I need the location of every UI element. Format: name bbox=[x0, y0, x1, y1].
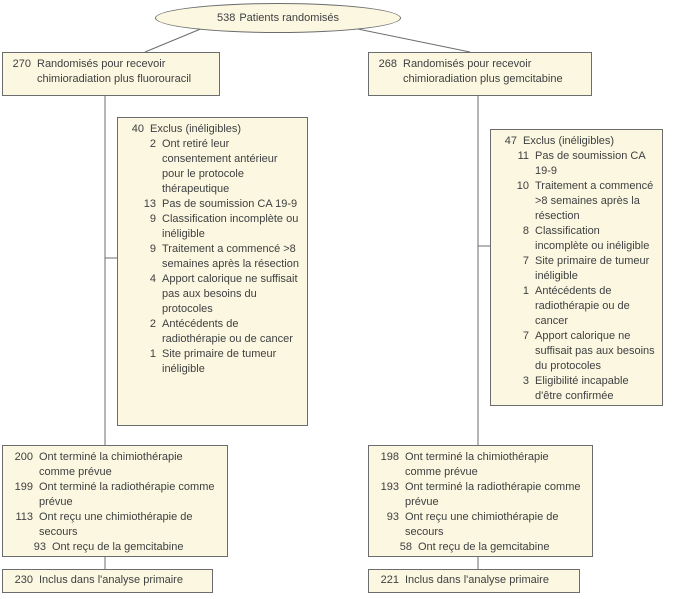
analysis-label: Inclus dans l'analyse primaire bbox=[405, 574, 549, 586]
right-completion-box bbox=[368, 445, 593, 557]
exclusion-item bbox=[511, 179, 656, 224]
item-text: Ont terminé la chimiothérapie comme prévue bbox=[39, 451, 183, 478]
item-count: 4 bbox=[149, 273, 156, 285]
completion-item bbox=[375, 450, 586, 480]
randomized-label: Patients randomisés bbox=[239, 11, 340, 24]
item-text: Traitement a commencé >8 semaines après la résection bbox=[535, 180, 654, 222]
exclusion-count: 47 bbox=[504, 135, 517, 147]
randomized-count: 538 bbox=[216, 11, 236, 24]
exclusion-item bbox=[511, 284, 656, 329]
item-count: 199 bbox=[14, 481, 33, 493]
item-count: 9 bbox=[149, 243, 156, 255]
exclusion-item bbox=[138, 272, 301, 317]
item-text: Ont reçu de la gemcitabine bbox=[418, 541, 550, 553]
left-arm-box bbox=[2, 52, 220, 96]
exclusion-label: Exclus (inéligibles) bbox=[150, 123, 242, 135]
analysis-row bbox=[375, 573, 573, 588]
right-exclusions-box bbox=[490, 129, 663, 406]
item-text: Ont reçu une chimiothérapie de secours bbox=[39, 511, 193, 538]
arm-label: Randomisés pour recevoir chimioradiation plus gemcitabine bbox=[403, 58, 563, 85]
left-analysis-box bbox=[2, 569, 213, 593]
item-count: 9 bbox=[149, 213, 156, 225]
exclusion-item bbox=[511, 329, 656, 374]
item-text: Antécédents de radiothérapie ou de cancer bbox=[535, 285, 630, 327]
analysis-label: Inclus dans l'analyse primaire bbox=[39, 574, 183, 586]
completion-subitem bbox=[394, 540, 586, 555]
item-count: 2 bbox=[149, 318, 156, 330]
item-count: 1 bbox=[522, 285, 529, 297]
exclusion-count: 40 bbox=[131, 123, 144, 135]
exclusion-header bbox=[497, 134, 656, 149]
item-text: Apport calorique ne suffisait pas aux besoins du protocoles bbox=[535, 330, 655, 372]
left-exclusions-box bbox=[117, 117, 308, 426]
item-count: 10 bbox=[516, 180, 529, 192]
analysis-count: 221 bbox=[380, 574, 399, 586]
exclusion-item bbox=[511, 374, 656, 404]
item-count: 3 bbox=[522, 375, 529, 387]
item-text: Antécédents de radiothérapie ou de cancer bbox=[162, 318, 293, 345]
item-count: 93 bbox=[33, 541, 46, 553]
item-count: 13 bbox=[143, 198, 156, 210]
exclusion-item bbox=[511, 149, 656, 179]
arm-label: Randomisés pour recevoir chimioradiation plus fluorouracil bbox=[37, 58, 192, 85]
exclusion-item bbox=[138, 212, 301, 242]
item-count: 198 bbox=[380, 451, 399, 463]
item-count: 193 bbox=[380, 481, 399, 493]
arm-count: 268 bbox=[378, 58, 397, 70]
item-count: 7 bbox=[522, 255, 529, 267]
item-text: Ont reçu une chimiothérapie de secours bbox=[405, 511, 559, 538]
item-count: 2 bbox=[149, 138, 156, 150]
item-count: 93 bbox=[386, 511, 399, 523]
item-text: Traitement a commencé >8 semaines après la résection bbox=[162, 243, 299, 270]
completion-subitem bbox=[28, 540, 221, 555]
item-text: Site primaire de tumeur inéligible bbox=[535, 255, 650, 282]
completion-item bbox=[375, 480, 586, 510]
randomized-total-ellipse bbox=[155, 3, 401, 33]
arm-row bbox=[9, 57, 213, 87]
item-count: 11 bbox=[517, 150, 529, 162]
item-text: Ont reçu de la gemcitabine bbox=[52, 541, 184, 553]
right-arm-box bbox=[368, 52, 592, 96]
item-count: 58 bbox=[399, 541, 412, 553]
item-text: Ont terminé la radiothérapie comme prévue bbox=[39, 481, 215, 508]
item-count: 7 bbox=[522, 330, 529, 342]
exclusion-item bbox=[138, 317, 301, 347]
item-text: Ont retiré leur consentement antérieur pour le protocole thérapeutique bbox=[162, 138, 278, 195]
item-text: Eligibilité incapable d'être confirmée bbox=[535, 375, 629, 402]
exclusion-item bbox=[511, 224, 656, 254]
item-text: Ont terminé la chimiothérapie comme prévue bbox=[405, 451, 549, 478]
analysis-count: 230 bbox=[14, 574, 33, 586]
exclusion-item bbox=[138, 347, 301, 377]
item-text: Pas de soumission CA 19-9 bbox=[535, 150, 646, 177]
item-count: 113 bbox=[15, 511, 33, 523]
exclusion-item bbox=[511, 254, 656, 284]
item-text: Pas de soumission CA 19-9 bbox=[162, 198, 298, 210]
exclusion-item bbox=[138, 242, 301, 272]
exclusion-label: Exclus (inéligibles) bbox=[523, 135, 615, 147]
arm-row bbox=[375, 57, 585, 87]
item-count: 1 bbox=[149, 348, 156, 360]
item-text: Classification incomplète ou inéligible bbox=[535, 225, 650, 252]
exclusion-item bbox=[138, 137, 301, 197]
completion-item bbox=[9, 510, 221, 540]
completion-item bbox=[375, 510, 586, 540]
arm-count: 270 bbox=[12, 58, 31, 70]
left-completion-box bbox=[2, 445, 228, 557]
exclusion-header bbox=[124, 122, 301, 137]
item-count: 8 bbox=[522, 225, 529, 237]
exclusion-item bbox=[138, 197, 301, 212]
item-text: Site primaire de tumeur inéligible bbox=[162, 348, 277, 375]
analysis-row bbox=[9, 573, 206, 588]
item-text: Apport calorique ne suffisait pas aux besoins du protocoles bbox=[162, 273, 298, 315]
item-text: Ont terminé la radiothérapie comme prévue bbox=[405, 481, 581, 508]
completion-item bbox=[9, 480, 221, 510]
right-analysis-box bbox=[368, 569, 580, 593]
item-text: Classification incomplète ou inéligible bbox=[162, 213, 299, 240]
completion-item bbox=[9, 450, 221, 480]
item-count: 200 bbox=[14, 451, 33, 463]
